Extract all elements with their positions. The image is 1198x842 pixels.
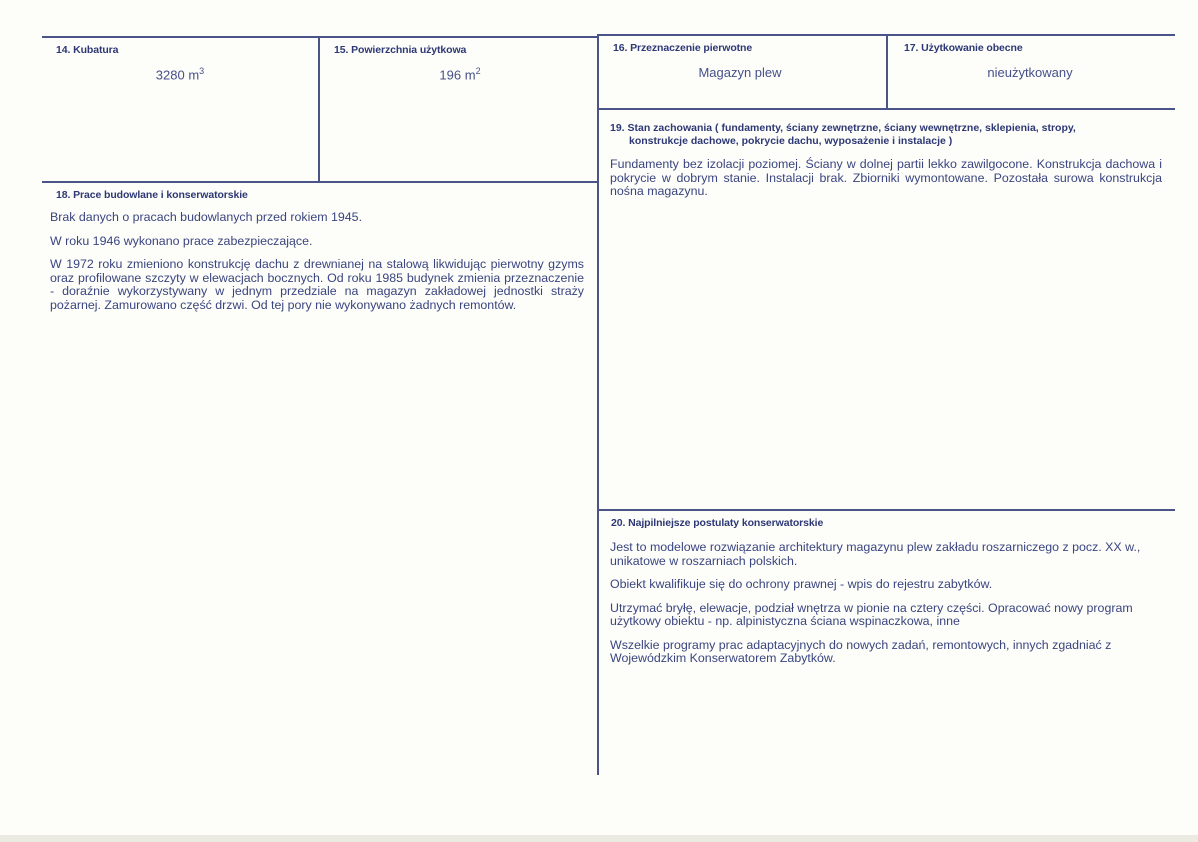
field-18-paragraph: W 1972 roku zmieniono konstrukcję dachu z drewnianej na stalową likwidując pierwotny gzyms oraz profilowane szczyty w elewacjach bocznych. Od roku 1985 budynek zmienia przeznaczenie - doraźnie wykorzystywany w jednym przedziale na magazyn zakładowej jednostki straży pożarnej. Zamurowano część drzwi. Od tej pory nie wykonywano żadnych remontów. <box>50 257 584 312</box>
field-19-label <box>610 122 1170 147</box>
field-14-number: 3280 m <box>155 67 200 83</box>
divider-14-15 <box>318 36 320 182</box>
field-20-label: 20. Najpilniejsze postulaty konserwatorskie <box>611 517 824 529</box>
divider-16-17 <box>886 35 888 109</box>
field-15-number: 196 m <box>439 67 476 83</box>
field-16-label: 16. Przeznaczenie pierwotne <box>613 42 753 54</box>
field-18-paragraph: W roku 1946 wykonano prace zabezpieczające. <box>50 233 313 248</box>
field-20-text <box>610 541 1166 676</box>
field-20-paragraph: Jest to modelowe rozwiązanie architektury magazynu plew zakładu roszarniczego z pocz. XX w., unikatowe w roszarniach polskich. <box>610 540 1141 568</box>
field-18-text <box>50 211 584 322</box>
center-divider <box>597 35 599 775</box>
divider-under-14-15 <box>42 181 597 183</box>
field-19-paragraph: Fundamenty bez izolacji poziomej. Ściany w dolnej partii lekko zawilgocone. Konstrukcja dachowa i pokrycie w dobrym stanie. Instalacji brak. Zbiorniki wymontowane. Pozostała surowa konstrukcja nośna magazynu. <box>610 157 1162 198</box>
field-20-paragraph: Wszelkie programy prac adaptacyjnych do nowych zadań, remontowych, innych zgadniać z Wojewódzkim Konserwatorem Zabytków. <box>610 637 1112 665</box>
field-18-label: 18. Prace budowlane i konserwatorskie <box>56 189 248 201</box>
field-17-label: 17. Użytkowanie obecne <box>904 42 1023 54</box>
field-15-value <box>380 66 540 82</box>
field-14-value <box>100 66 260 82</box>
field-20-paragraph: Utrzymać bryłę, elewacje, podział wnętrza w pionie na cztery części. Opracować nowy program użytkowy obiektu - np. alpinistyczna ściana wspinaczkowa, inne <box>610 600 1133 628</box>
field-19-label-line2: konstrukcje dachowe, pokrycie dachu, wyposażenie i instalacje ) <box>629 134 953 147</box>
page-bottom-edge <box>0 835 1198 842</box>
field-14-label: 14. Kubatura <box>56 44 119 56</box>
field-19-label-line1: 19. Stan zachowania ( fundamenty, ściany zewnętrzne, ściany wewnętrzne, sklepienia, stropy, <box>610 122 1076 134</box>
field-20-paragraph: Obiekt kwalifikuje się do ochrony prawnej - wpis do rejestru zabytków. <box>610 577 993 591</box>
field-14-unit-exponent: 3 <box>199 66 205 76</box>
field-16-value: Magazyn plew <box>698 65 782 80</box>
field-19-text <box>610 158 1162 209</box>
field-18-paragraph: Brak danych o pracach budowlanych przed rokiem 1945. <box>50 210 363 224</box>
field-15-label: 15. Powierzchnia użytkowa <box>334 44 467 56</box>
field-15-unit-exponent: 2 <box>475 66 481 76</box>
divider-above-20 <box>597 509 1175 511</box>
divider-under-16-17 <box>597 108 1175 110</box>
field-17-value: nieużytkowany <box>987 65 1073 80</box>
